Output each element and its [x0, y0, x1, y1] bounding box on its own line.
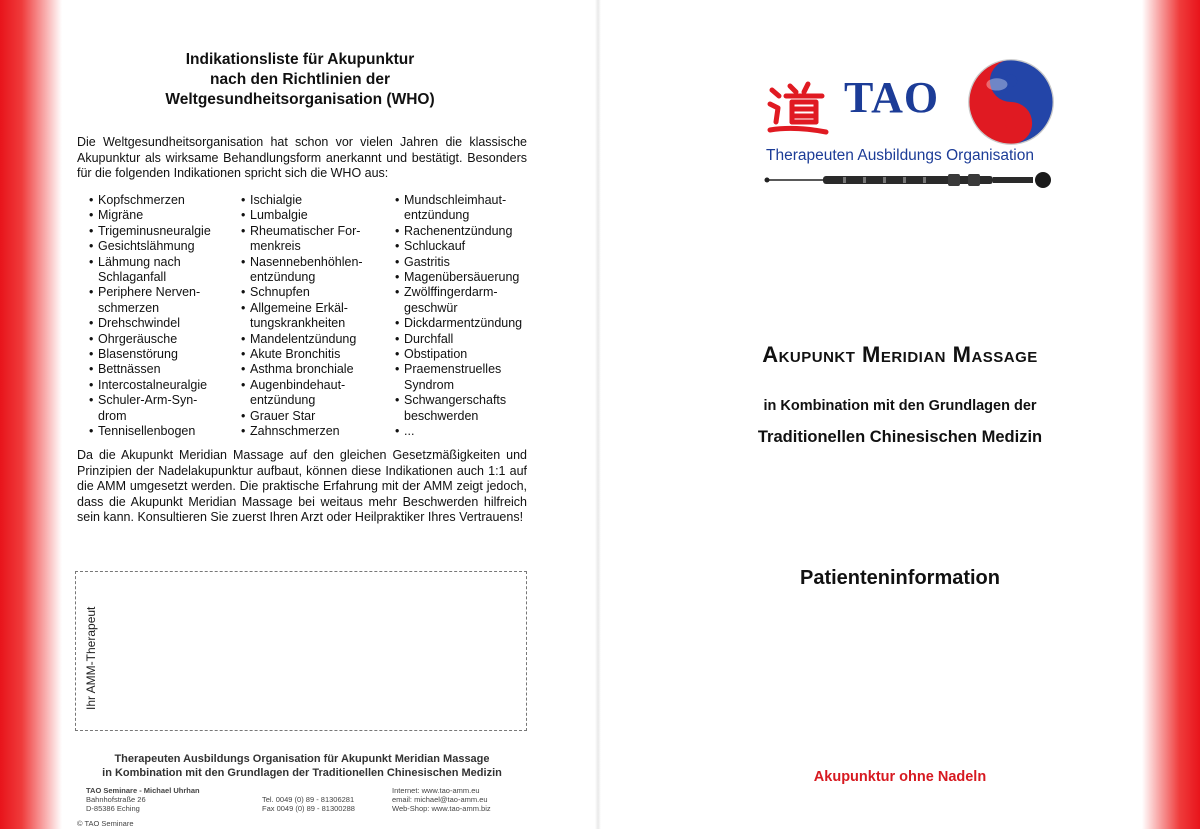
list-item: • Augenbindehaut-	[241, 378, 363, 393]
list-item: • Intercostalneuralgie	[89, 378, 211, 393]
outro-paragraph: Da die Akupunkt Meridian Massage auf den gleichen Gesetzmäßigkeiten und Prinzipien der Nadelakupunktur aufbaut, können diese Indikationen auch 1:1 auf die AMM umgesetzt werden. Die praktische Erfahrung mit der AMM zeigt jedoch, dass die Akupunkt Meridian Massage bei weitaus mehr Beschwerden hilfreich sein kann. Konsultieren Sie zuerst Ihren Arzt oder Heilpraktiker Ihres Vertrauens!	[77, 448, 527, 525]
list-item: • Praemenstruelles	[395, 362, 522, 377]
title-line-1: Indikationsliste für Akupunktur	[185, 51, 415, 68]
footer-organization	[77, 752, 527, 780]
footer-tel: Tel. 0049 (0) 89 - 81306281	[262, 795, 355, 804]
list-item: • Obstipation	[395, 347, 522, 362]
list-item: • Schwangerschafts	[395, 393, 522, 408]
footer-email-link[interactable]: email: michael@tao-amm.eu	[392, 795, 488, 804]
list-item: • Mandelentzündung	[241, 332, 363, 347]
list-item: • Grauer Star	[241, 409, 363, 424]
indications-column-1	[89, 193, 211, 440]
footer-address	[86, 786, 200, 813]
main-title: Akupunkt Meridian Massage	[762, 342, 1038, 367]
list-item: • Schuler-Arm-Syn-	[89, 393, 211, 408]
list-item-continuation: Schlaganfall	[98, 270, 167, 285]
list-item: • Lähmung nach	[89, 255, 211, 270]
footer-fax: Fax 0049 (0) 89 - 81300288	[262, 804, 355, 813]
center-fold	[595, 0, 601, 829]
list-item: • Mundschleimhaut-	[395, 193, 522, 208]
footer-internet-link[interactable]: Internet: www.tao-amm.eu	[392, 786, 480, 795]
footer-street: Bahnhofstraße 26	[86, 795, 146, 804]
list-item: • Blasenstörung	[89, 347, 211, 362]
title-line-3: Weltgesundheitsorganisation (WHO)	[165, 91, 435, 108]
footer-phone	[262, 786, 355, 813]
list-item: • Trigeminusneuralgie	[89, 224, 211, 239]
logo-subtitle: Therapeuten Ausbildungs Organisation	[766, 147, 1034, 164]
logo-name: TAO	[844, 73, 940, 122]
footer-contact	[86, 786, 526, 820]
list-item: • Gesichtslähmung	[89, 239, 211, 254]
list-item: • Periphere Nerven-	[89, 285, 211, 300]
indications-column-2	[241, 193, 363, 440]
list-item-continuation: beschwerden	[404, 408, 479, 423]
list-item: • Zahnschmerzen	[241, 424, 363, 439]
list-item: • Rachenentzündung	[395, 224, 522, 239]
list-item: • ...	[395, 424, 522, 439]
list-item: • Drehschwindel	[89, 316, 211, 331]
list-item-continuation: menkreis	[250, 239, 301, 254]
footer-org-line-2: in Kombination mit den Grundlagen der Traditionellen Chinesischen Medizin	[102, 767, 502, 779]
title-line-2: nach den Richtlinien der	[210, 71, 390, 88]
list-item: • Bettnässen	[89, 362, 211, 377]
tao-character-icon	[764, 78, 830, 138]
list-item: • Asthma bronchiale	[241, 362, 363, 377]
indications-column-3	[395, 193, 522, 440]
list-item: • Lumbalgie	[241, 208, 363, 223]
left-red-border	[0, 0, 62, 829]
list-item: • Allgemeine Erkäl-	[241, 301, 363, 316]
tagline: Akupunktur ohne Nadeln	[813, 769, 987, 785]
subtitle-line-2: Traditionellen Chinesischen Medizin	[757, 428, 1043, 446]
subtitle-line-1: in Kombination mit den Grundlagen der	[763, 398, 1037, 414]
intro-paragraph: Die Weltgesundheitsorganisation hat schon vor vielen Jahren die klassische Akupunktur als wirksame Behandlungsform anerkannt und bestätigt. Besonders für die folgenden Indikationen spricht sich die WHO aus:	[77, 135, 527, 180]
list-item: • Dickdarmentzündung	[395, 316, 522, 331]
list-item: • Zwölffingerdarm-	[395, 285, 522, 300]
list-item: • Kopfschmerzen	[89, 193, 211, 208]
indication-list-title	[100, 50, 500, 110]
list-item-continuation: tungskrankheiten	[250, 316, 346, 331]
list-item: • Tennisellenbogen	[89, 424, 211, 439]
list-item: • Akute Bronchitis	[241, 347, 363, 362]
footer-webshop-link[interactable]: Web-Shop: www.tao-amm.biz	[392, 804, 491, 813]
list-item-continuation: Syndrom	[404, 377, 455, 392]
footer-org-line-1: Therapeuten Ausbildungs Organisation für Akupunkt Meridian Massage	[114, 753, 490, 765]
list-item: • Migräne	[89, 208, 211, 223]
copyright-notice: © TAO Seminare	[77, 819, 134, 828]
list-item: • Ohrgeräusche	[89, 332, 211, 347]
list-item: • Ischialgie	[241, 193, 363, 208]
list-item-continuation: entzündung	[250, 393, 316, 408]
therapist-stamp-label: Ihr AMM-Therapeut	[84, 606, 98, 710]
list-item: • Schluckauf	[395, 239, 522, 254]
footer-city: D-85386 Eching	[86, 804, 140, 813]
massage-stick-icon	[763, 170, 1055, 190]
list-item-continuation: entzündung	[404, 208, 470, 223]
list-item-continuation: drom	[98, 408, 127, 423]
list-item-continuation: geschwür	[404, 300, 458, 315]
list-item: • Durchfall	[395, 332, 522, 347]
list-item-continuation: schmerzen	[98, 300, 160, 315]
yin-yang-icon	[967, 58, 1055, 146]
list-item: • Gastritis	[395, 255, 522, 270]
right-red-border	[1142, 0, 1200, 829]
therapist-stamp-box	[75, 571, 527, 731]
footer-company: TAO Seminare - Michael Uhrhan	[86, 786, 200, 795]
patient-information-heading: Patienteninformation	[799, 567, 1000, 589]
list-item-continuation: entzündung	[250, 270, 316, 285]
list-item: • Magenübersäuerung	[395, 270, 522, 285]
list-item: • Rheumatischer For-	[241, 224, 363, 239]
footer-web	[392, 786, 491, 813]
list-item: • Nasennebenhöhlen-	[241, 255, 363, 270]
list-item: • Schnupfen	[241, 285, 363, 300]
